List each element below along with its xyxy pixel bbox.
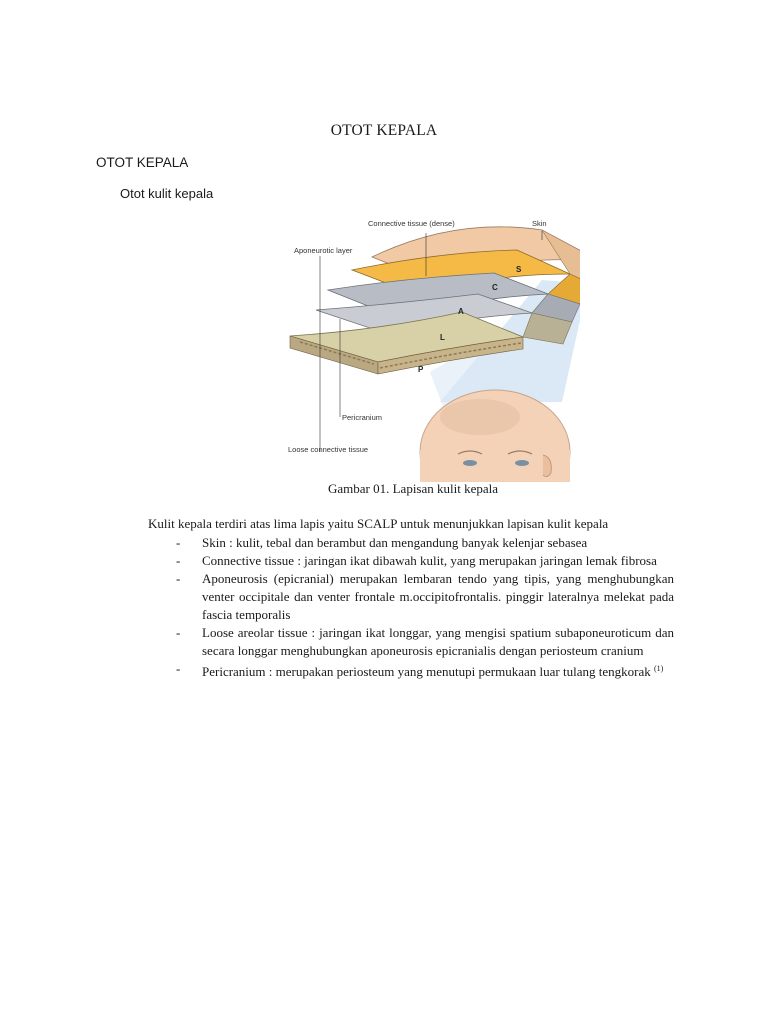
list-item [176,534,674,552]
letter-a: A [458,307,464,316]
list-item [176,570,674,624]
list-item [176,552,674,570]
list-item [176,660,674,681]
letter-l: L [440,333,445,342]
figure-caption: Gambar 01. Lapisan kulit kepala [327,481,499,496]
scalp-layer-list [176,534,674,681]
bullet-dash: - [176,571,181,586]
list-item-text: Skin : kulit, tebal dan berambut dan mengandung banyak kelenjar sebasea [202,535,588,550]
bullet-dash: - [176,535,181,550]
sub-heading: Otot kulit kepala [120,186,214,201]
label-loose-connective-tissue: Loose connective tissue [288,445,369,454]
bullet-dash: - [176,625,181,640]
label-aponeurotic-layer: Aponeurotic layer [294,246,353,255]
intro-paragraph: Kulit kepala terdiri atas lima lapis yaitu SCALP untuk menunjukkan lapisan kulit kepala [148,516,609,531]
letter-p: P [418,365,424,374]
bullet-dash: - [176,553,181,568]
scalp-layers-illustration [280,212,580,482]
list-item-text: Loose areolar tissue : jaringan ikat longgar, yang mengisi spatium subaponeuroticum dan secara longgar menghubungkan aponeurosis epicranialis dengan periosteum cranium [202,625,674,658]
section-heading: OTOT KEPALA [96,155,189,170]
letter-c: C [492,283,498,292]
list-item-text: Connective tissue : jaringan ikat dibawah kulit, yang merupakan jaringan lemak fibrosa [202,553,657,568]
label-connective-tissue: Connective tissue (dense) [368,219,455,228]
bullet-dash: - [176,661,181,676]
page-title: OTOT KEPALA [330,122,438,139]
citation-superscript: (1) [653,664,664,673]
letter-s: S [516,265,522,274]
list-item-text-body: Pericranium : merupakan periosteum yang menutupi permukaan luar tulang tengkorak [202,664,654,679]
list-item-text: Aponeurosis (epicranial) merupakan lembaran tendo yang tipis, yang menghubungkan venter occipitale dan venter frontale m.occipitofrontalis. pinggir lateralnya melekat pada fascia temporalis [202,571,674,622]
label-pericranium: Pericranium [342,413,383,422]
label-skin: Skin [532,219,547,228]
list-item [176,624,674,660]
list-item-text [202,660,674,681]
